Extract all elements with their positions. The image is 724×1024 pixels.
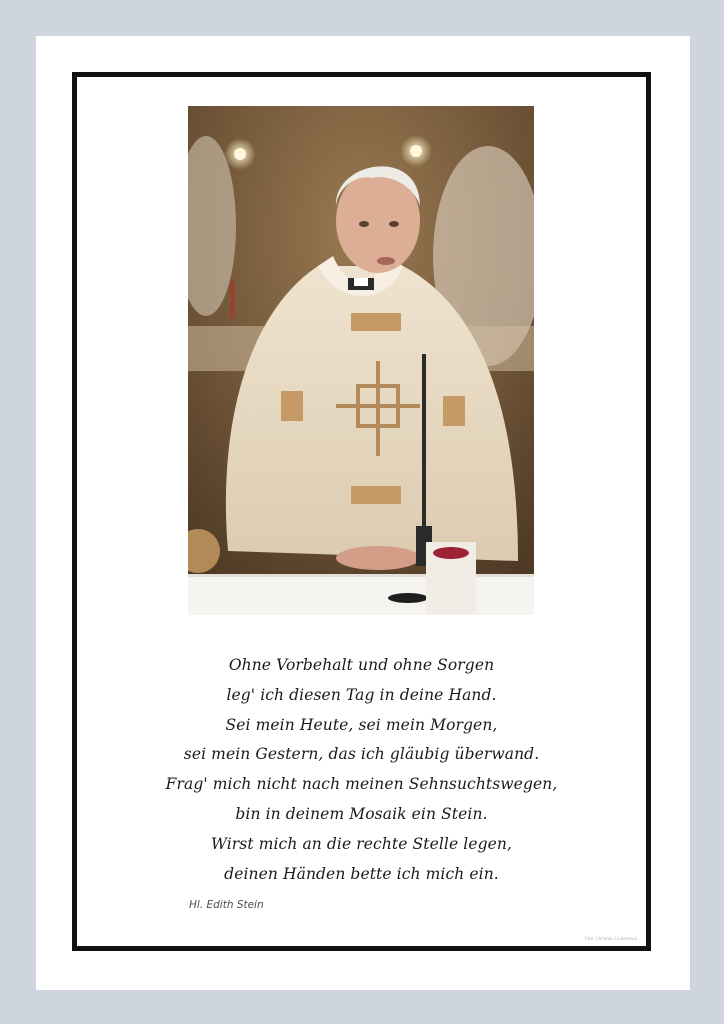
priest-photo [188, 106, 534, 615]
poem-line: leg' ich diesen Tag in deine Hand. [226, 685, 497, 704]
card-sheet [36, 36, 690, 990]
poem-line: deinen Händen bette ich mich ein. [224, 864, 499, 883]
photo-credit: Foto: Christian Lindenlaub [584, 936, 637, 941]
poem-line: bin in deinem Mosaik ein Stein. [235, 804, 488, 823]
poem-line: sei mein Gestern, das ich gläubig überwand. [183, 745, 540, 764]
poem-line: Wirst mich an die rechte Stelle legen, [210, 834, 513, 853]
poem-line: Ohne Vorbehalt und ohne Sorgen [228, 656, 495, 674]
priest-portrait-image [188, 106, 534, 615]
poem-line: Sei mein Heute, sei mein Morgen, [225, 715, 498, 734]
poem-line: Frag' mich nicht nach meinen Sehnsuchtswegen, [165, 775, 558, 794]
black-frame [72, 72, 651, 951]
poem-text [117, 651, 606, 889]
poem-author: Hl. Edith Stein [189, 899, 264, 911]
